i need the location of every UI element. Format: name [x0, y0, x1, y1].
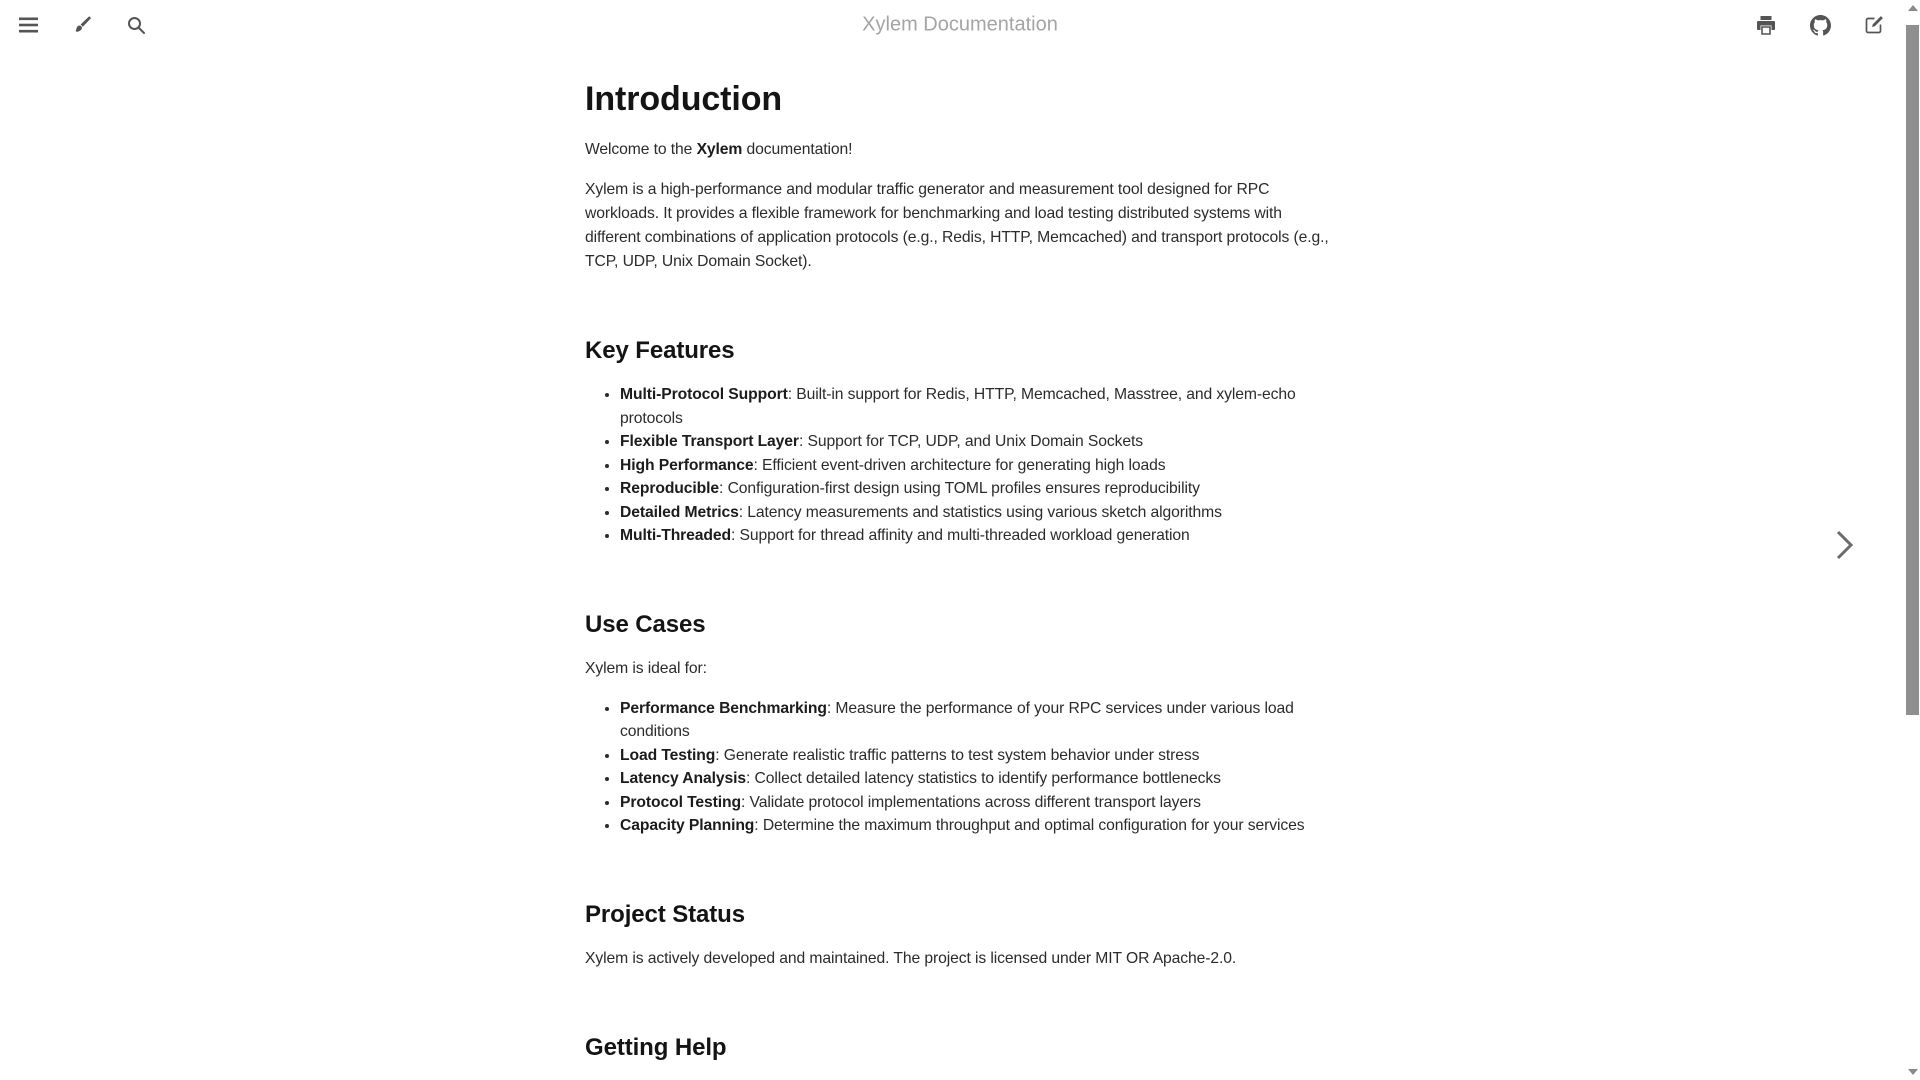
list-item-term: Latency Analysis [620, 770, 746, 787]
search-toggle-button[interactable] [120, 9, 152, 41]
theme-toggle-button[interactable] [66, 9, 98, 41]
list-item-term: Protocol Testing [620, 793, 741, 811]
list-item-term: Detailed Metrics [620, 503, 739, 521]
print-button[interactable] [1750, 9, 1782, 41]
search-icon [126, 15, 146, 35]
list-item-term: Capacity Planning [620, 817, 755, 834]
list-item-term: Multi-Threaded [620, 527, 732, 544]
github-button[interactable] [1804, 9, 1836, 41]
list-item: • Load Testing: Generate realistic traffic patterns to test system behavior under stress [620, 744, 1335, 768]
github-icon [1810, 15, 1831, 36]
list-item: • Flexible Transport Layer: Support for TCP, UDP, and Unix Domain Sockets [620, 430, 1335, 454]
chevron-right-icon [1836, 530, 1853, 565]
list-item-term: Reproducible [620, 480, 720, 497]
scrollbar-down-arrow[interactable] [1908, 1069, 1918, 1075]
page-title: Xylem Documentation [862, 13, 1058, 36]
scrollbar-track[interactable] [1905, 0, 1920, 1080]
list-item-term: Flexible Transport Layer [620, 433, 799, 450]
list-item: • Protocol Testing: Validate protocol implementations across different transport layers [620, 791, 1335, 815]
welcome-paragraph: Welcome to the Xylem documentation! [585, 141, 853, 158]
left-buttons [12, 9, 152, 41]
scrollbar-up-arrow[interactable] [1908, 5, 1918, 11]
menu-bar [0, 0, 1920, 50]
h2-project-status: Project Status [585, 900, 745, 928]
list-item: • Detailed Metrics: Latency measurements and statistics using various sketch algorithms [620, 501, 1335, 525]
next-chapter-button[interactable] [1824, 527, 1864, 567]
list-item: • Multi-Threaded: Support for thread affinity and multi-threaded workload generation [620, 524, 1335, 548]
list-item-term: Performance Benchmarking [620, 699, 827, 717]
list-item-term: High Performance [620, 456, 754, 474]
use-cases-list [585, 697, 1335, 838]
intro-paragraph: Xylem is a high-performance and modular traffic generator and measurement tool designed for RPC workloads. It provides a flexible framework for benchmarking and load testing distributed systems with different combinations of application protocols (e.g., Redis, HTTP, Memcached) and transport protocols (e.g., TCP, UDP, Unix Domain Socket). [585, 181, 1329, 270]
hamburger-menu-icon [19, 17, 38, 33]
list-item: • Multi-Protocol Support: Built-in support for Redis, HTTP, Memcached, Masstree, and xylem-echo protocols [620, 383, 1335, 430]
scrollbar-thumb[interactable] [1906, 25, 1919, 715]
sidebar-toggle-button[interactable] [12, 9, 44, 41]
bold-xylem: Xylem [696, 141, 743, 158]
list-item: • Reproducible: Configuration-first design using TOML profiles ensures reproducibility [620, 477, 1335, 501]
edit-button[interactable] [1858, 9, 1890, 41]
paint-brush-icon [72, 15, 92, 35]
use-cases-lead: Xylem is ideal for: [585, 659, 707, 677]
content [585, 76, 1335, 1064]
page-wrapper [0, 76, 1920, 1064]
key-features-list [585, 383, 1335, 548]
h2-key-features: Key Features [585, 337, 735, 364]
list-item-term: Load Testing [620, 746, 716, 764]
h2-use-cases: Use Cases [585, 610, 706, 638]
project-status-paragraph: Xylem is actively developed and maintained. The project is licensed under MIT OR Apache-2.0. [585, 949, 1237, 967]
list-item: • Performance Benchmarking: Measure the performance of your RPC services under various load conditions [620, 697, 1335, 744]
list-item: • Latency Analysis: Collect detailed latency statistics to identify performance bottlenecks [620, 767, 1335, 791]
print-icon [1756, 15, 1776, 35]
list-item: • High Performance: Efficient event-driven architecture for generating high loads [620, 454, 1335, 478]
edit-icon [1864, 15, 1884, 35]
list-item: • Capacity Planning: Determine the maximum throughput and optimal configuration for your services [620, 814, 1335, 838]
h1-introduction: Introduction [585, 80, 783, 118]
list-item-term: Multi-Protocol Support [620, 386, 788, 403]
h2-getting-help: Getting Help [585, 1033, 727, 1061]
right-buttons [1750, 9, 1890, 41]
